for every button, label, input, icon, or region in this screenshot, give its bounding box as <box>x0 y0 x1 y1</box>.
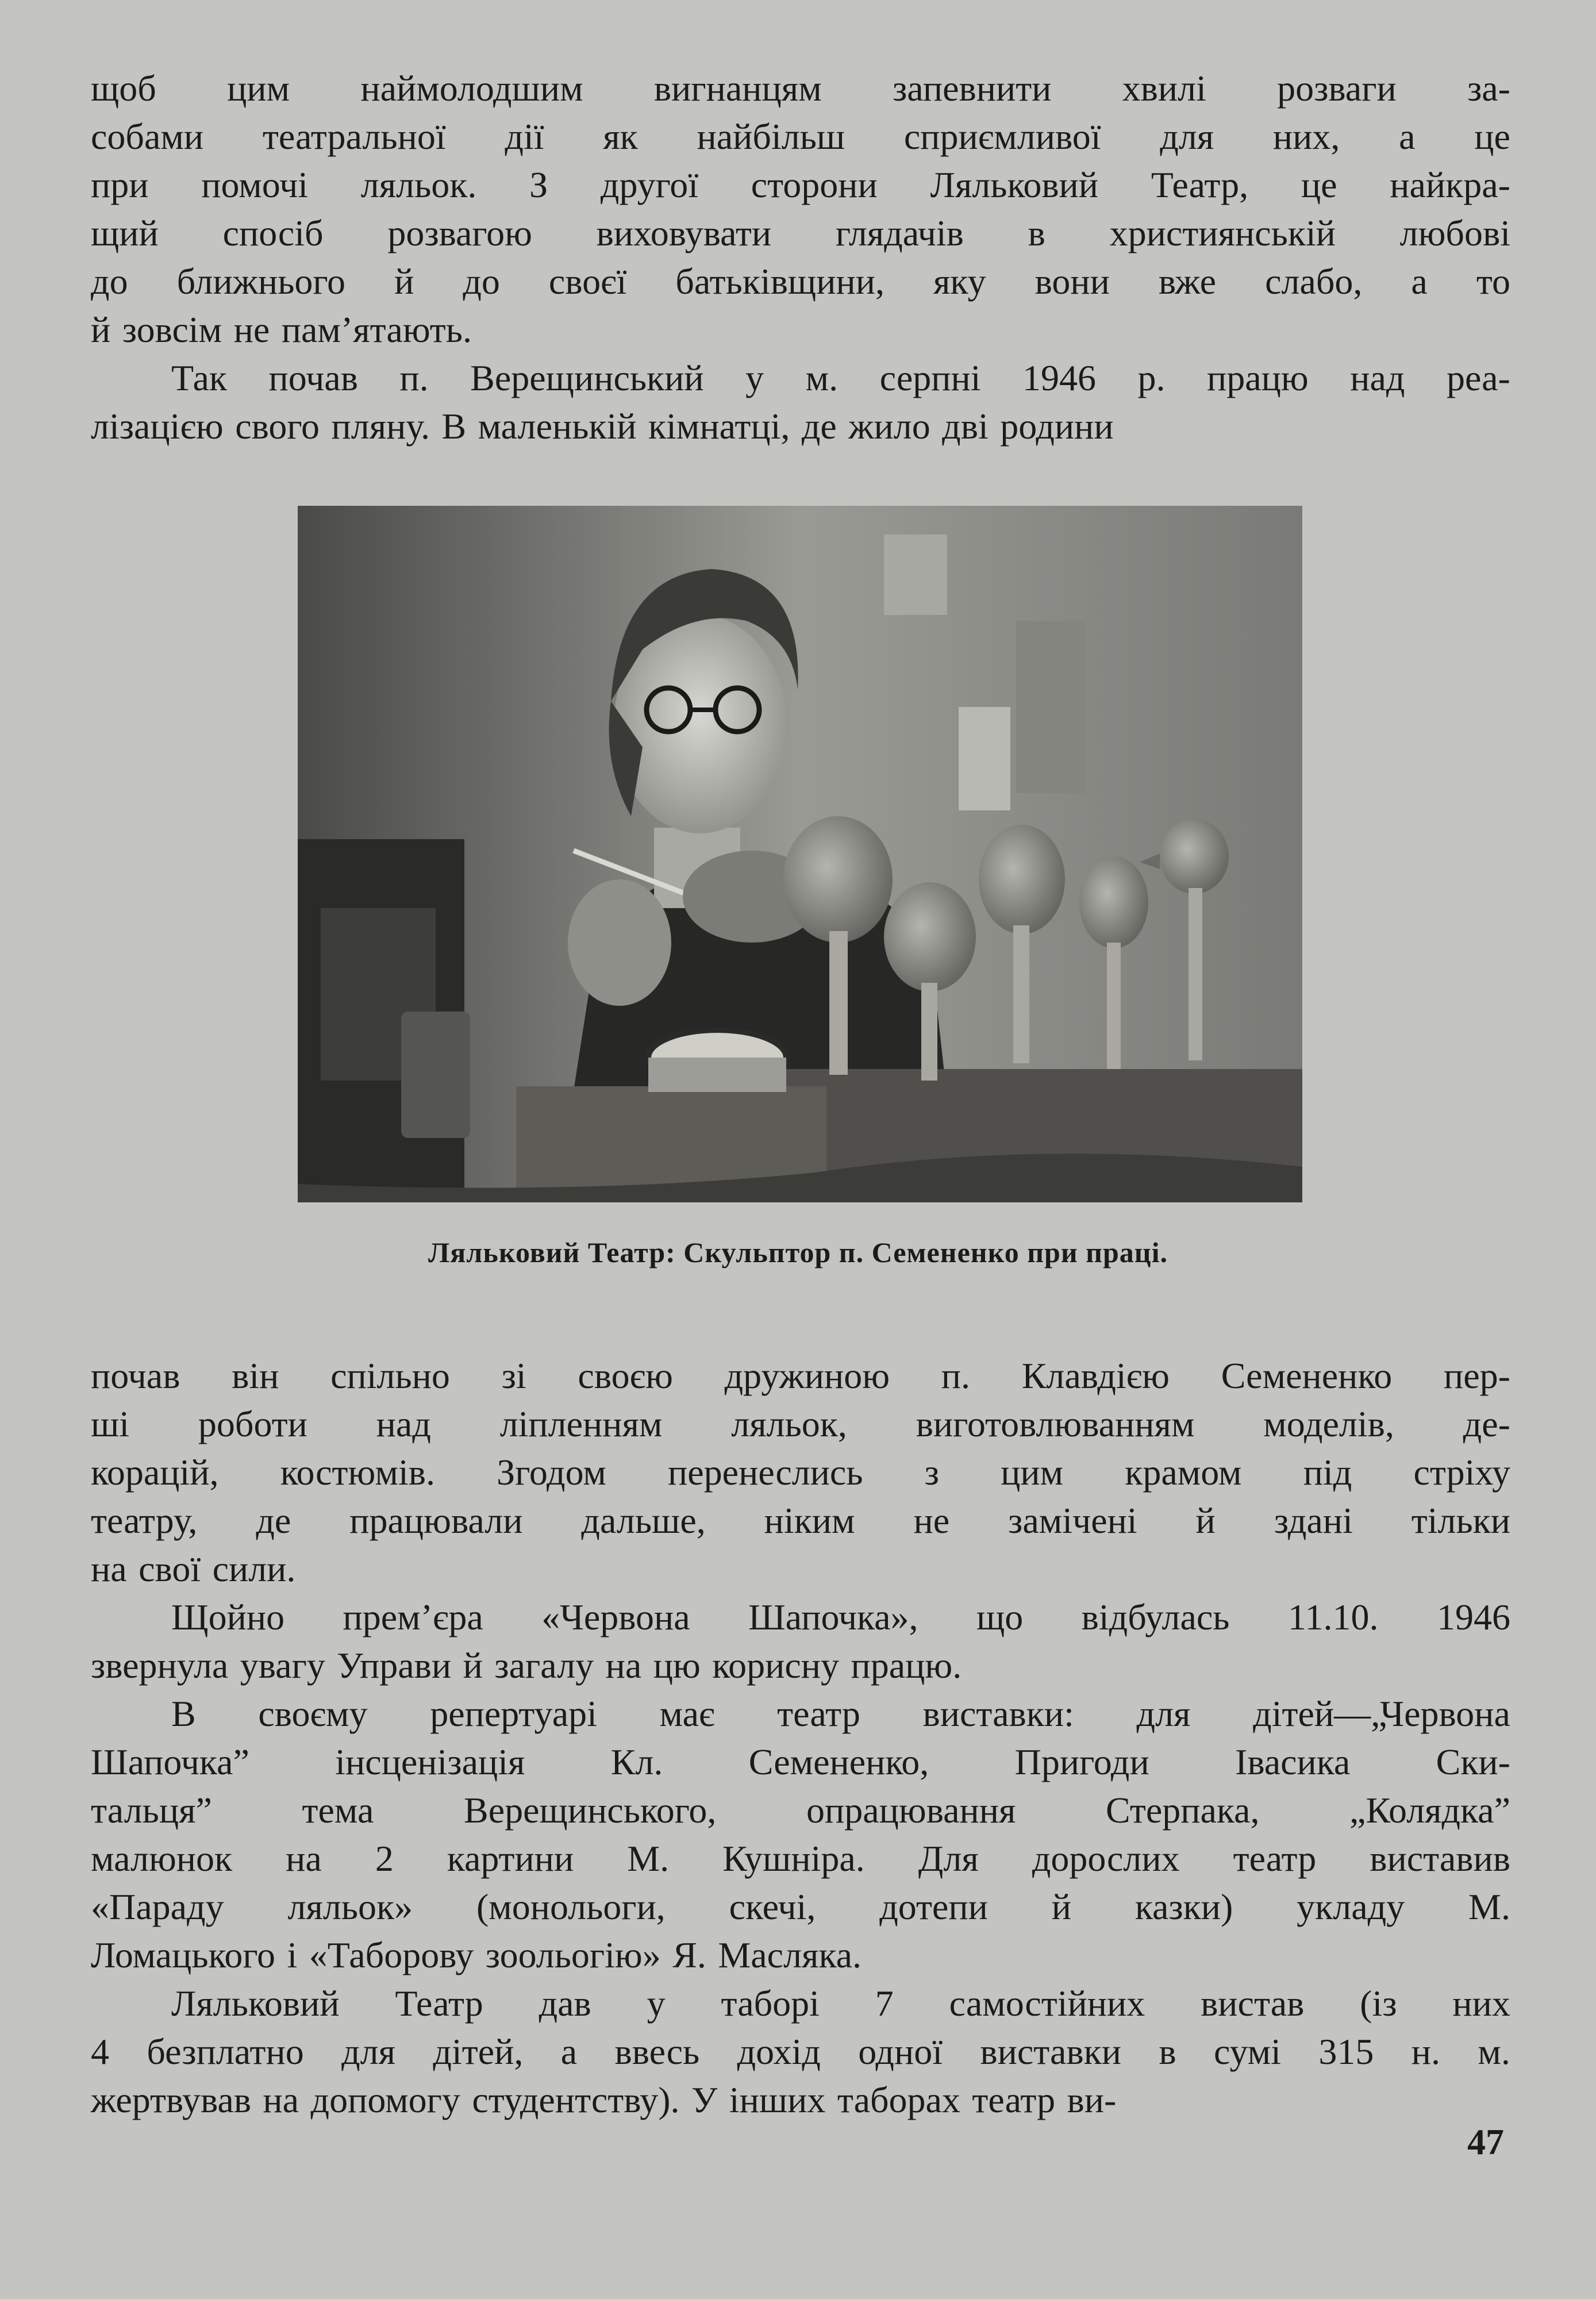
text-line: звернула увагу Управи й загалу на цю корисну працю. <box>91 1645 962 1686</box>
text-line: корацій, костюмів. Згодом перенеслись з цим крамом під стріху <box>91 1452 1510 1493</box>
text-line: театру, де працювали дальше, ніким не замічені й здані тільки <box>91 1500 1510 1541</box>
page-number: 47 <box>1467 2121 1504 2162</box>
text-line: до ближнього й до своєї батьківщини, яку вони вже слабо, а то <box>91 261 1510 302</box>
text-line: В своєму репертуарі має театр виставки: для дітей—„Червона <box>171 1693 1510 1734</box>
text-line: щоб цим наймолодшим вигнанцям запевнити хвилі розваги за- <box>91 68 1510 109</box>
text-line: й зовсім не пам’ятають. <box>91 309 472 350</box>
text-line: Щойно прем’єра «Червона Шапочка», що відбулась 11.10. 1946 <box>171 1597 1510 1637</box>
text-line: щий спосіб розвагою виховувати глядачів в християнській любові <box>91 213 1510 253</box>
text-line: лізацією свого пляну. В маленькій кімнатці, де жило дві родини <box>91 406 1114 447</box>
text-line: «Параду ляльок» (монольоги, скечі, дотепи й казки) укладу М. <box>91 1886 1510 1927</box>
puppet-sculptor-photo <box>298 506 1302 1202</box>
text-line: ші роботи над ліпленням ляльок, виготовлюванням моделів, де- <box>91 1404 1510 1444</box>
text-line: тальця” тема Верещинського, опрацювання Стерпака, „Колядка” <box>91 1790 1510 1831</box>
text-line: малюнок на 2 картини М. Кушніра. Для дорослих театр виставив <box>91 1838 1510 1879</box>
photo-illustration <box>298 506 1302 1202</box>
text-line: Ляльковий Театр дав у таборі 7 самостійних вистав (із них <box>171 1983 1510 2024</box>
top-text-block <box>91 64 1510 451</box>
text-line: на свої сили. <box>91 1548 296 1589</box>
bottom-text-block <box>91 1352 1510 2124</box>
text-line: Так почав п. Верещинський у м. серпні 1946 р. працю над реа- <box>171 357 1510 398</box>
text-line: 4 безплатно для дітей, а ввесь дохід одної виставки в сумі 315 н. м. <box>91 2031 1510 2072</box>
text-line: Шапочка” інсценізація Кл. Семененко, Пригоди Івасика Ски- <box>91 1741 1510 1782</box>
text-line: Ломацького і «Таборову зоольогію» Я. Масляка. <box>91 1935 862 1975</box>
text-line: при помочі ляльок. З другої сторони Ляльковий Театр, це найкра- <box>91 164 1510 205</box>
text-line: почав він спільно зі своєю дружиною п. Клавдією Семененко пер- <box>91 1355 1510 1396</box>
text-line: жертвував на допомогу студентству). У інших таборах театр ви- <box>91 2079 1117 2120</box>
text-line: собами театральної дії як найбільш сприємливої для них, а це <box>91 116 1510 157</box>
photo-caption: Ляльковий Театр: Скульптор п. Семененко при праці. <box>428 1236 1168 1268</box>
